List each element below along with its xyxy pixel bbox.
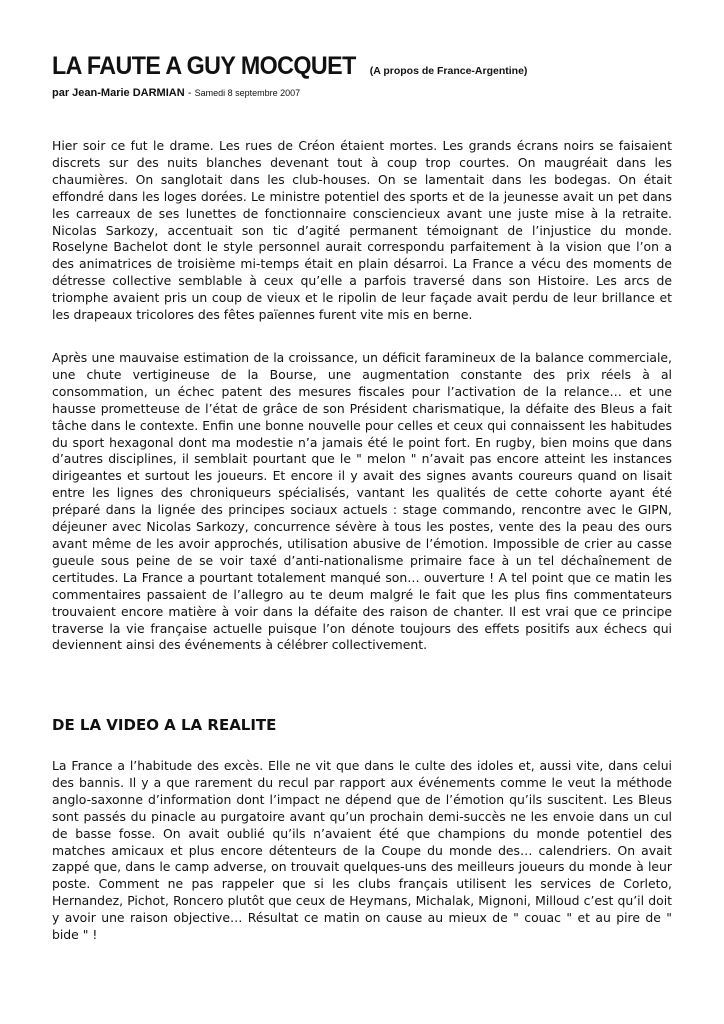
section-paragraph: La France a l’habitude des excès. Elle ne vit que dans le culte des idoles et, aussi vite, dans celui des bannis. Il y a que rarement du recul par rapport aux événements comme le veut la méthode anglo-saxonne d’information dont l’impact ne dépend que de l’émotion qu’ils suscitent. Les Bleus sont passés du pinacle au purgatoire avant qu’un prochain demi-succès ne les envoie dans un cul de basse fosse. On avait oublié qu’ils n’avaient été que champions du monde potentiel des matches amicaux et plus encore détenteurs de la Coupe du monde des… calendriers. On avait zappé que, dans le camp adverse, on trouvait quelques-uns des meilleurs joueurs du monde à leur poste. Comment ne pas rappeler que si les clubs français utilisent les services de Corleto, Hernandez, Pichot, Roncero plutôt que ceux de Heymans, Michalak, Mignoni, Milloud c’est qu’il doit y avoir une raison objective… Résultat ce matin on cause au mieux de " couac " et au pire de " bide " ! [52, 758, 672, 943]
section-heading: DE LA VIDEO A LA REALITE [52, 716, 277, 734]
article-title: LA FAUTE A GUY MOCQUET [52, 52, 356, 80]
byline-date: Samedi 8 septembre 2007 [194, 88, 301, 98]
paragraph-2: Après une mauvaise estimation de la croissance, un déficit faramineux de la balance commerciale, une chute vertigineuse de la Bourse, une augmentation constante des prix réels à al consommation, un échec patent des mesures fiscales pour l’activation de la relance… et une hausse prometteuse de l’état de grâce de son Président charismatique, la défaite des Bleus a fait tâche dans le contexte. Enfin une bonne nouvelle pour celles et ceux qui connaissent les habitudes du sport hexagonal dont ma modestie n’a jamais été le point fort. En rugby, bien moins que dans d’autres disciplines, il semblait pourtant que le " melon " n’avait pas encore atteint les instances dirigeantes et surtout les joueurs. Et encore il y avait des signes avants coureurs quand on lisait entre les lignes des chroniqueurs spécialisés, vantant les qualités de cette cohorte ayant été préparé dans la lignée des principes sociaux actuels : stage commando, rencontre avec le GIPN, déjeuner avec Nicolas Sarkozy, concurrence sévère à tous les postes, vente des la peau des ours avant même de les avoir approchés, utilisation abusive de l’émotion. Impossible de crier au casse gueule sous peine de se voir taxé d’anti-nationalisme primaire face à un tel déchaînement de certitudes. La France a pourtant totalement manqué son… ouverture ! A tel point que ce matin les commentaires passaient de l’allegro au te deum malgré le fait que les plus fins commentateurs trouvaient encore matière à voir dans la défaite des raison de chanter. Il est vrai que ce principe traverse la vie française actuelle puisque l’on dénote toujours des effets positifs aux échecs qui deviennent ainsi des événements à célébrer collectivement. [52, 350, 672, 653]
title-line [52, 54, 672, 79]
byline-separator: - [184, 88, 195, 99]
article-subtitle: (A propos de France-Argentine) [369, 65, 528, 77]
byline-author: par Jean-Marie DARMIAN [52, 87, 185, 99]
byline [52, 87, 672, 99]
paragraph-1: Hier soir ce fut le drame. Les rues de Créon étaient mortes. Les grands écrans noirs se faisaient discrets sur des nuits blanches devenant tout à coup trop courtes. On maugréait dans les chaumières. On sanglotait dans les club-houses. On se lamentait dans les bodegas. On était effondré dans les loges dorées. Le ministre potentiel des sports et de la jeunesse avait un pet dans les carreaux de ses lunettes de fonctionnaire consciencieux avant une juste mise à la retraite. Nicolas Sarkozy, accentuait son tic d’agité permanent témoignant de l’injustice du monde. Roselyne Bachelot dont le style personnel aurait correspondu parfaitement à la vision que l’on a des animatrices de troisième mi-temps était en plain désarroi. La France a vécu des moments de détresse collective semblable à ceux qu’elle a parfois traversé dans son Histoire. Les arcs de triomphe avaient pris un coup de vieux et le ripolin de leur façade avait perdu de leur brillance et les drapeaux tricolores des fêtes païennes furent vite mis en berne. [52, 138, 672, 323]
article [52, 52, 672, 943]
